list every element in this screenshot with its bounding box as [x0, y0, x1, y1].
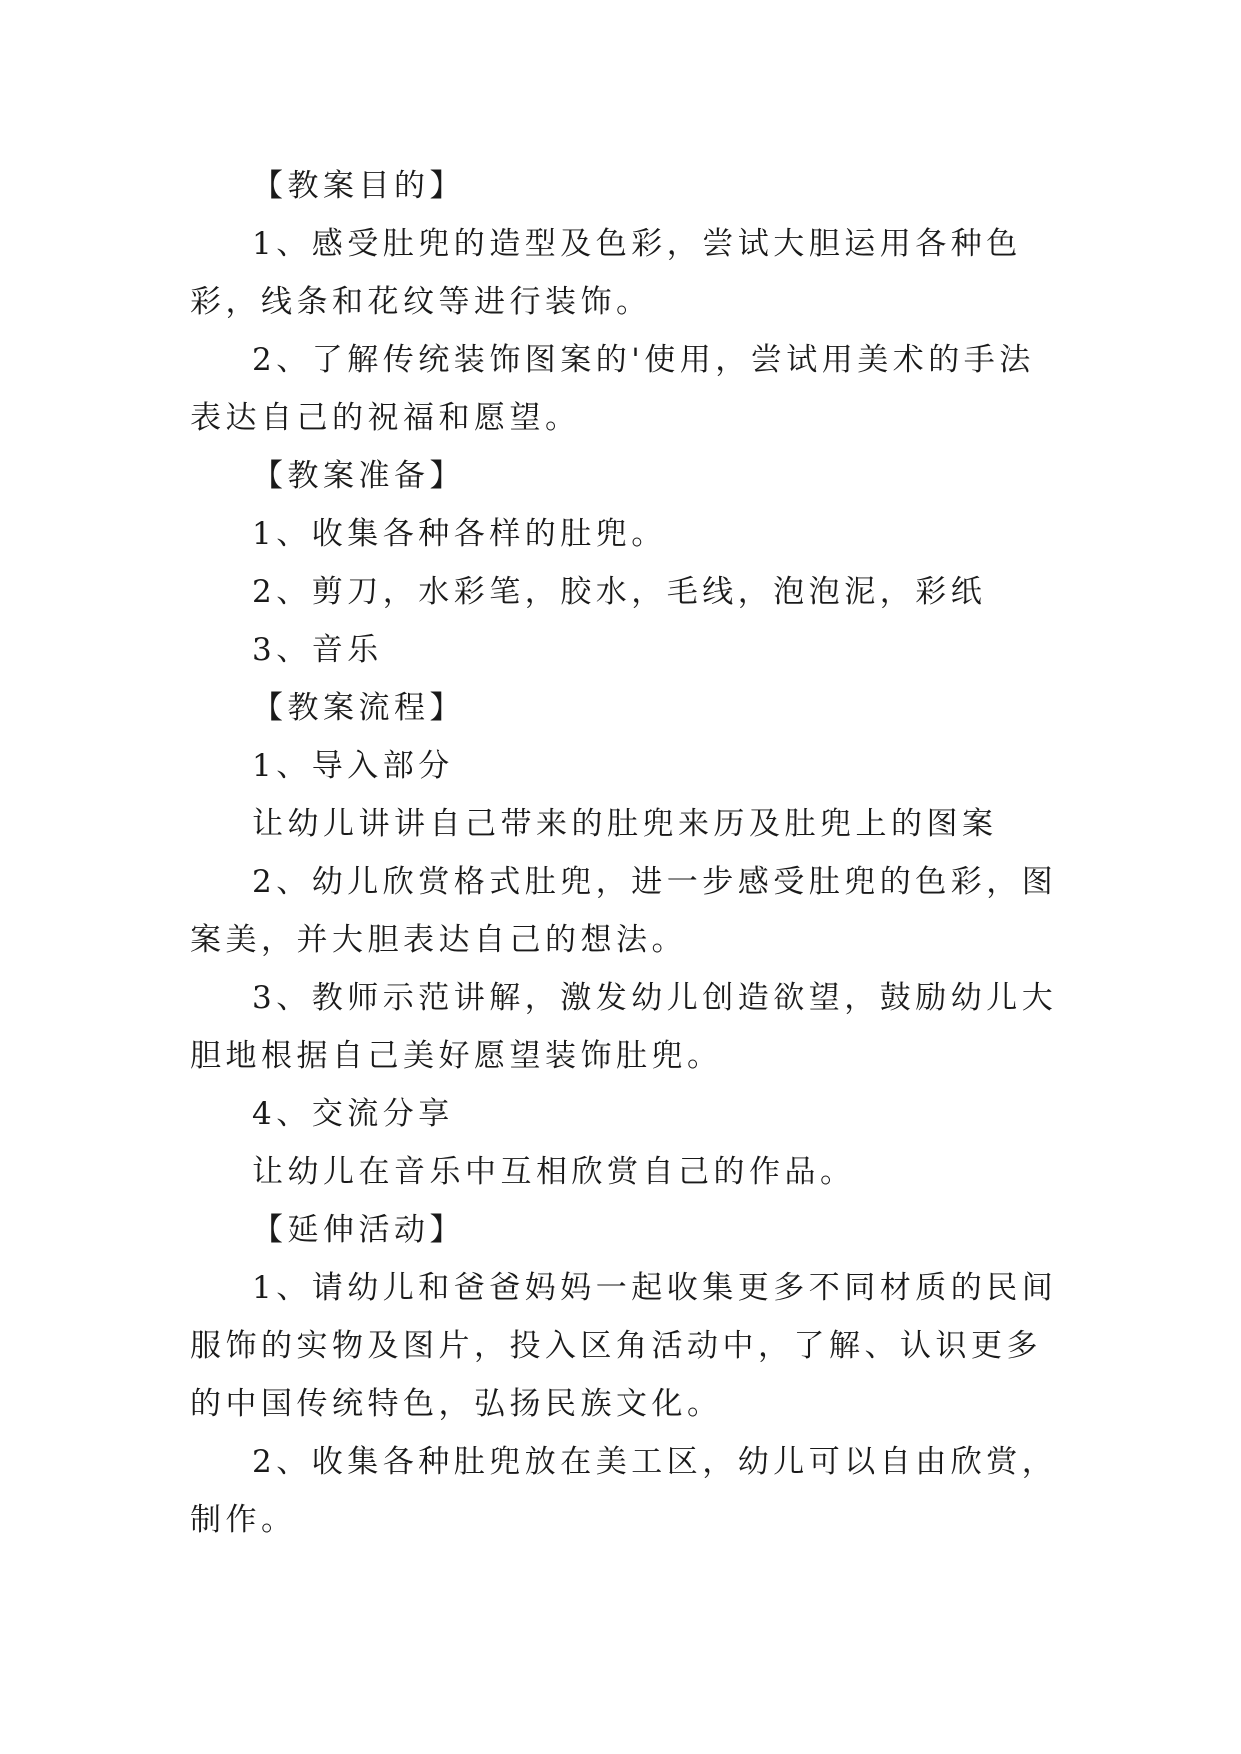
paragraph: 1、导入部分: [252, 748, 454, 784]
paragraph: 2、幼儿欣赏格式肚兜，进一步感受肚兜的色彩，图案美，并大胆表达自己的想法。: [190, 864, 1058, 958]
section-heading-objectives: 【教案目的】: [252, 168, 465, 204]
section-heading-extension: 【延伸活动】: [252, 1212, 465, 1248]
section-heading-process: 【教案流程】: [252, 690, 465, 726]
paragraph: 3、音乐: [252, 632, 383, 668]
paragraph: 1、感受肚兜的造型及色彩，尝试大胆运用各种色彩，线条和花纹等进行装饰。: [190, 226, 1022, 320]
paragraph: 2、了解传统装饰图案的'使用，尝试用美术的手法表达自己的祝福和愿望。: [190, 342, 1035, 436]
paragraph: 2、收集各种肚兜放在美工区，幼儿可以自由欣赏，制作。: [190, 1444, 1058, 1538]
paragraph: 2、剪刀，水彩笔，胶水，毛线，泡泡泥，彩纸: [252, 574, 987, 610]
paragraph: 1、请幼儿和爸爸妈妈一起收集更多不同材质的民间服饰的实物及图片，投入区角活动中，了解、认识更多的中国传统特色，弘扬民族文化。: [190, 1270, 1058, 1422]
paragraph: 4、交流分享: [252, 1096, 454, 1132]
document-body: [190, 157, 1060, 1549]
paragraph: 1、收集各种各样的肚兜。: [252, 516, 667, 552]
paragraph: 让幼儿在音乐中互相欣赏自己的作品。: [252, 1154, 856, 1190]
paragraph: 让幼儿讲讲自己带来的肚兜来历及肚兜上的图案: [252, 806, 998, 842]
section-heading-preparation: 【教案准备】: [252, 458, 465, 494]
paragraph: 3、教师示范讲解，激发幼儿创造欲望，鼓励幼儿大胆地根据自己美好愿望装饰肚兜。: [190, 980, 1058, 1074]
